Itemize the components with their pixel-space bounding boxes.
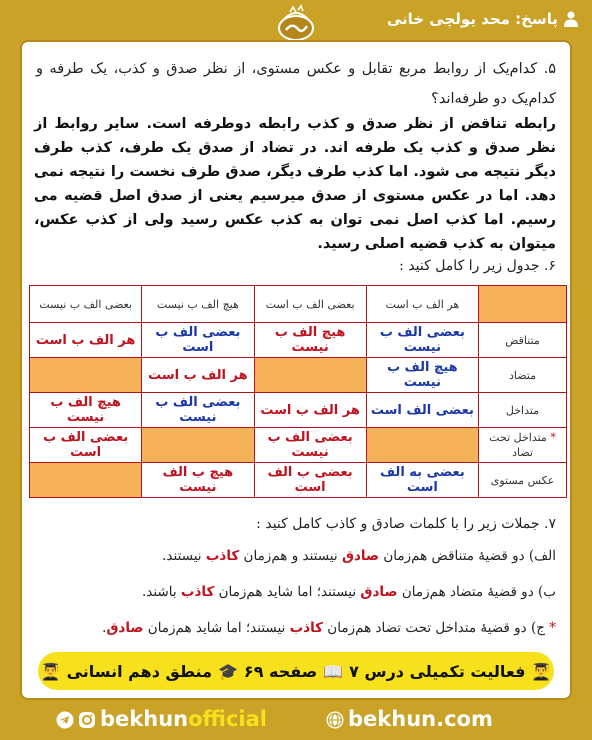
banner-page: صفحه ۶۹ bbox=[243, 661, 318, 681]
question-5: ۵. کدام‌یک از روابط مربع تقابل و عکس مستوی، از نظر صدق و کذب، یک طرفه و کدام‌یک دو طرفه‌اند؟ bbox=[36, 61, 556, 107]
table-cell: هر الف ب است bbox=[254, 393, 366, 428]
lesson-banner bbox=[38, 652, 554, 690]
user-icon bbox=[564, 11, 578, 27]
question-7-title: ۷. جملات زیر را با کلمات صادق و کاذب کامل کنید : bbox=[256, 516, 556, 532]
table-row bbox=[30, 323, 567, 358]
row-label: عکس مستوی bbox=[479, 463, 567, 498]
banner-course: منطق دهم انسانی bbox=[66, 661, 212, 681]
table-cell: بعضی به الف است bbox=[366, 463, 478, 498]
sentence-text: ب) دو قضیهٔ متضاد هم‌زمان bbox=[397, 584, 556, 600]
instagram-icon[interactable] bbox=[78, 711, 96, 729]
responder-label bbox=[387, 10, 578, 28]
column-header: بعضی الف ب است bbox=[254, 286, 366, 323]
table-cell bbox=[30, 463, 142, 498]
table-cell bbox=[142, 428, 254, 463]
sentence-b bbox=[142, 584, 556, 600]
row-label: متضاد bbox=[479, 358, 567, 393]
table-cell: بعضی الف ب نیست bbox=[142, 393, 254, 428]
table-cell: هیچ الف ب نیست bbox=[366, 358, 478, 393]
banner-activity: فعالیت تکمیلی درس ۷ bbox=[349, 661, 526, 681]
table-cell: بعضی الف ب نیست bbox=[366, 323, 478, 358]
row-label bbox=[479, 428, 567, 463]
corner-cell bbox=[479, 286, 567, 323]
top-bar bbox=[0, 0, 592, 42]
table-cell: بعضی ب الف است bbox=[254, 463, 366, 498]
sentence-text: باشند. bbox=[141, 584, 181, 600]
telegram-icon[interactable] bbox=[56, 711, 74, 729]
star-mark: * bbox=[549, 620, 556, 636]
social-handle[interactable] bbox=[100, 707, 267, 731]
sentence-text: ج) دو قضیهٔ متداخل تحت تضاد هم‌زمان bbox=[323, 620, 545, 636]
handle-accent: official bbox=[188, 707, 267, 731]
row-label: متداخل bbox=[479, 393, 567, 428]
star-mark: * bbox=[550, 431, 556, 444]
row-label: متناقض bbox=[479, 323, 567, 358]
table-cell bbox=[366, 428, 478, 463]
sentence-text: . bbox=[102, 620, 107, 636]
table-cell bbox=[30, 358, 142, 393]
responder-name: پاسخ: محد یولچی خانی bbox=[386, 10, 558, 28]
sentence-text: نیستند؛ اما شاید هم‌زمان bbox=[143, 620, 290, 636]
graduate-cap-icon: 🎓 bbox=[218, 661, 238, 681]
table-cell bbox=[254, 358, 366, 393]
table-row bbox=[30, 463, 567, 498]
table-header-row bbox=[30, 286, 567, 323]
sentence-c bbox=[102, 620, 556, 636]
table-cell: هیچ الف ب نیست bbox=[30, 393, 142, 428]
answer-word: کاذب bbox=[289, 620, 324, 636]
footer bbox=[0, 700, 592, 740]
column-header: هر الف ب است bbox=[366, 286, 478, 323]
table-row bbox=[30, 358, 567, 393]
sentence-text: نیستند و هم‌زمان bbox=[239, 548, 342, 564]
answer-word: کاذب bbox=[205, 548, 240, 564]
sentence-text: الف) دو قضیهٔ متناقض هم‌زمان bbox=[379, 548, 556, 564]
table-cell: هر الف ب است bbox=[142, 358, 254, 393]
answer-word: صادق bbox=[360, 584, 398, 600]
table-cell: هیچ ب الف نیست bbox=[142, 463, 254, 498]
website-link[interactable]: bekhun.com bbox=[348, 707, 493, 731]
sentence-text: نیستند؛ اما شاید هم‌زمان bbox=[214, 584, 361, 600]
table-cell: بعضی الف ب نیست bbox=[254, 428, 366, 463]
row-label-text: متداخل تحت تضاد bbox=[489, 431, 547, 459]
book-icon: 📖 bbox=[323, 661, 344, 681]
column-header: هیچ الف ب نیست bbox=[142, 286, 254, 323]
graduate-icon: 👨‍🎓 bbox=[531, 661, 552, 681]
sentence-text: نیستند. bbox=[162, 548, 206, 564]
table-cell: بعضی الف ب است bbox=[142, 323, 254, 358]
table-cell: بعضی الف است bbox=[366, 393, 478, 428]
graduate-icon: 👨‍🎓 bbox=[40, 661, 61, 681]
table-cell: هیچ الف ب نیست bbox=[254, 323, 366, 358]
answer-5: رابطه تناقض از نظر صدق و کذب رابطه دوطرفه است. سایر روابط از نظر صدق و کذب یک طرفه اند. در تضاد از صدق یک طرف، کذب طرف دیگر نتیجه می شود. اما کذب طرف دیگر، صدق طرف نخست را نتیجه نمی دهد. اما در عکس مستوی از صدق میرسیم یعنی از صدق اصل قضیه می رسیم. اما کذب اصل نمی توان به کذب عکس رسید ولی از کذب عکس، میتوان به کذب قضیه اصلی رسید. bbox=[34, 116, 556, 252]
answer-word: صادق bbox=[106, 620, 144, 636]
answer-word: کاذب bbox=[180, 584, 215, 600]
content-card bbox=[20, 40, 572, 700]
answer-word: صادق bbox=[341, 548, 380, 564]
sentence-a bbox=[162, 548, 556, 564]
table-row bbox=[30, 393, 567, 428]
handle-main: bekhun bbox=[100, 707, 189, 731]
globe-icon bbox=[326, 711, 344, 729]
table-row bbox=[30, 428, 567, 463]
relations-table bbox=[29, 285, 567, 498]
table-cell: بعضی الف ب است bbox=[30, 428, 142, 463]
column-header: بعضی الف ب نیست bbox=[30, 286, 142, 323]
question-6-title: ۶. جدول زیر را کامل کنید : bbox=[399, 258, 556, 274]
table-cell: هر الف ب است bbox=[30, 323, 142, 358]
